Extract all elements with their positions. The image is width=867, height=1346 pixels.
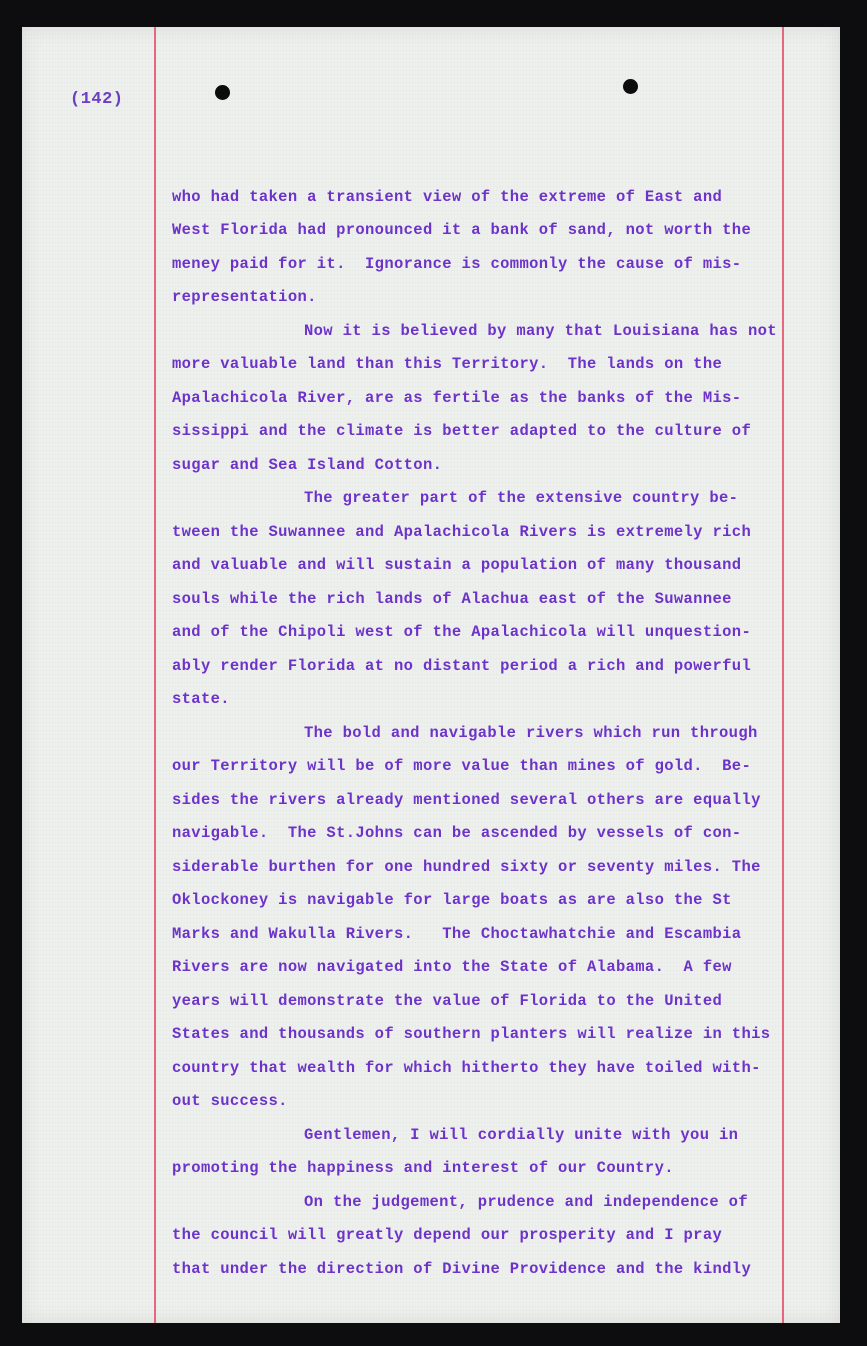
text-line: Now it is believed by many that Louisiana has not (304, 322, 777, 340)
text-line: meney paid for it. Ignorance is commonly the cause of mis- (172, 255, 742, 273)
text-line: sissippi and the climate is better adapted to the culture of (172, 422, 752, 440)
text-line: sugar and Sea Island Cotton. (172, 456, 443, 474)
text-line: ably render Florida at no distant period a rich and powerful (172, 657, 752, 675)
page-number: (142) (70, 90, 124, 109)
text-line: The greater part of the extensive country be- (304, 489, 739, 507)
text-line: souls while the rich lands of Alachua east of the Suwannee (172, 590, 732, 608)
text-line: representation. (172, 288, 317, 306)
punch-hole-right (623, 79, 638, 94)
text-line: and valuable and will sustain a population of many thousand (172, 556, 742, 574)
text-line: Apalachicola River, are as fertile as the banks of the Mis- (172, 389, 742, 407)
text-line: years will demonstrate the value of Florida to the United (172, 992, 723, 1010)
text-line: The bold and navigable rivers which run through (304, 724, 758, 742)
text-line: country that wealth for which hitherto they have toiled with- (172, 1059, 761, 1077)
text-line: and of the Chipoli west of the Apalachicola will unquestion- (172, 623, 752, 641)
text-line: navigable. The St.Johns can be ascended by vessels of con- (172, 824, 742, 842)
text-line: promoting the happiness and interest of our Country. (172, 1159, 674, 1177)
text-line: tween the Suwannee and Apalachicola Rivers is extremely rich (172, 523, 752, 541)
left-margin-rule (154, 27, 156, 1323)
text-line: States and thousands of southern planters will realize in this (172, 1025, 771, 1043)
text-line: West Florida had pronounced it a bank of sand, not worth the (172, 221, 752, 239)
text-line: that under the direction of Divine Providence and the kindly (172, 1260, 752, 1278)
text-line: Gentlemen, I will cordially unite with you in (304, 1126, 739, 1144)
right-margin-rule (782, 27, 784, 1323)
text-line: who had taken a transient view of the extreme of East and (172, 188, 723, 206)
text-line: the council will greatly depend our prosperity and I pray (172, 1226, 723, 1244)
text-line: siderable burthen for one hundred sixty or seventy miles. The (172, 858, 761, 876)
text-line: On the judgement, prudence and independence of (304, 1193, 748, 1211)
text-line: more valuable land than this Territory. The lands on the (172, 355, 723, 373)
punch-hole-left (215, 85, 230, 100)
text-line: Marks and Wakulla Rivers. The Choctawhatchie and Escambia (172, 925, 742, 943)
text-line: Oklockoney is navigable for large boats as are also the St (172, 891, 732, 909)
text-line: state. (172, 690, 230, 708)
document-page (22, 27, 840, 1323)
text-line: out success. (172, 1092, 288, 1110)
text-line: Rivers are now navigated into the State of Alabama. A few (172, 958, 732, 976)
text-line: our Territory will be of more value than mines of gold. Be- (172, 757, 752, 775)
text-line: sides the rivers already mentioned several others are equally (172, 791, 761, 809)
